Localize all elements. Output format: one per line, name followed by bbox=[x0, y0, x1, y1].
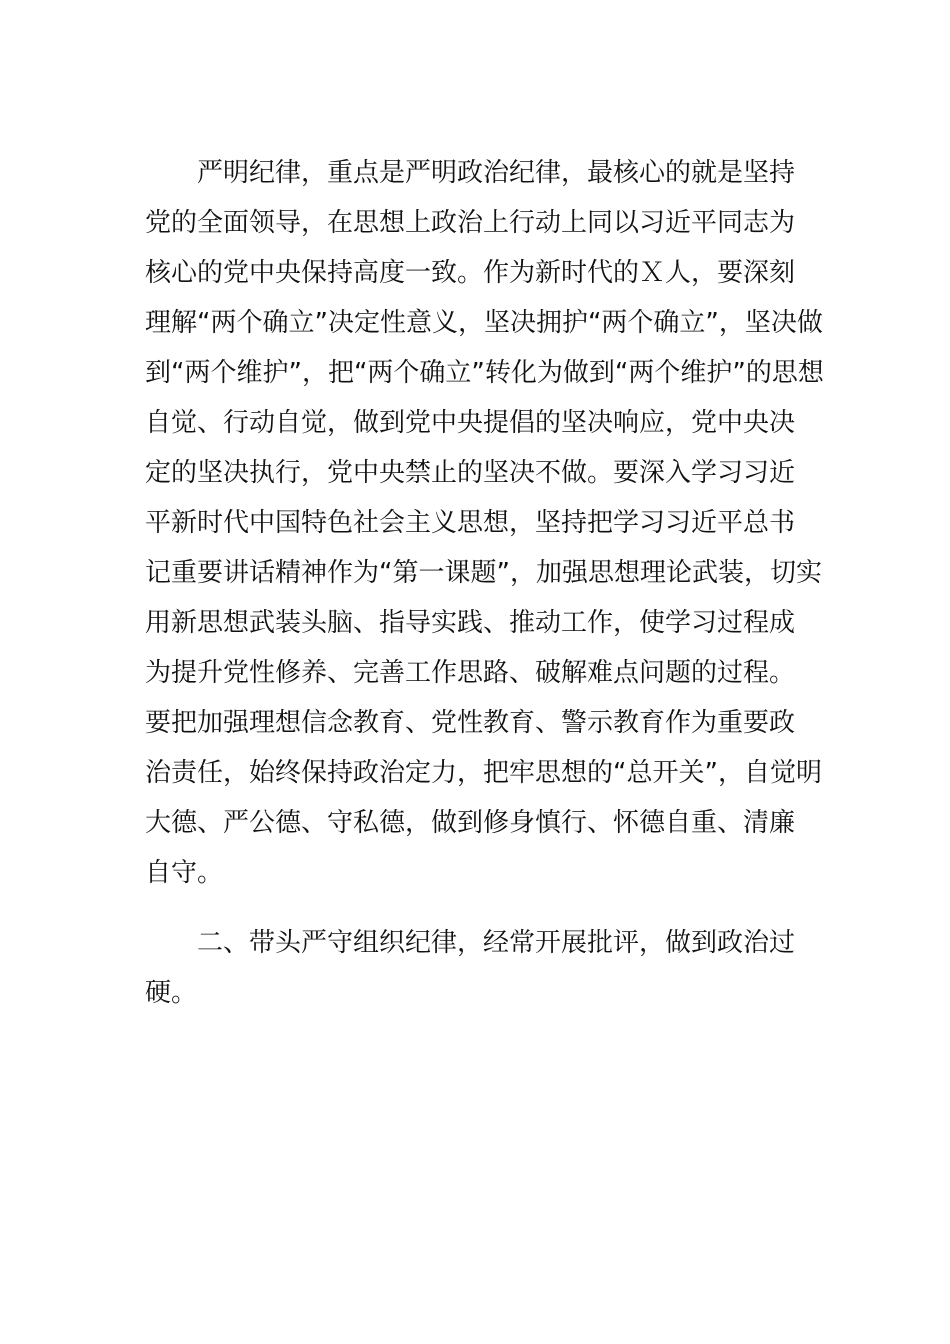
paragraph-line: 大德、严公德、守私德，做到修身慎行、怀德自重、清廉 bbox=[145, 808, 796, 838]
heading-line: 二、带头严守组织纪律，经常开展批评，做到政治过 bbox=[197, 928, 796, 958]
paragraph-line: 到“两个维护”，把“两个确立”转化为做到“两个维护”的思想 bbox=[145, 358, 824, 388]
section-heading-organizational-discipline bbox=[145, 918, 815, 1018]
heading-line: 硬。 bbox=[145, 978, 198, 1008]
paragraph-line: 自守。 bbox=[145, 858, 224, 888]
paragraph-line: 严明纪律，重点是严明政治纪律，最核心的就是坚持 bbox=[197, 158, 796, 188]
paragraph-line: 记重要讲话精神作为“第一课题”，加强思想理论武装，切实 bbox=[145, 558, 822, 588]
paragraph-line: 为提升党性修养、完善工作思路、破解难点问题的过程。 bbox=[145, 658, 796, 688]
paragraph-line: 理解“两个确立”决定性意义，坚决拥护“两个确立”，坚决做 bbox=[145, 308, 823, 338]
paragraph-line: 定的坚决执行，党中央禁止的坚决不做。要深入学习习近 bbox=[145, 458, 796, 488]
paragraph-line: 用新思想武装头脑、指导实践、推动工作，使学习过程成 bbox=[145, 608, 796, 638]
paragraph-line: 平新时代中国特色社会主义思想，坚持把学习习近平总书 bbox=[145, 508, 796, 538]
paragraph-line: 治责任，始终保持政治定力，把牢思想的“总开关”，自觉明 bbox=[145, 758, 822, 788]
paragraph-line: 党的全面领导，在思想上政治上行动上同以习近平同志为 bbox=[145, 208, 796, 238]
paragraph-strict-discipline bbox=[145, 148, 824, 898]
paragraph-line: 自觉、行动自觉，做到党中央提倡的坚决响应，党中央决 bbox=[145, 408, 796, 438]
paragraph-line: 要把加强理想信念教育、党性教育、警示教育作为重要政 bbox=[145, 708, 796, 738]
paragraph-line: 核心的党中央保持高度一致。作为新时代的Ｘ人，要深刻 bbox=[145, 258, 796, 288]
